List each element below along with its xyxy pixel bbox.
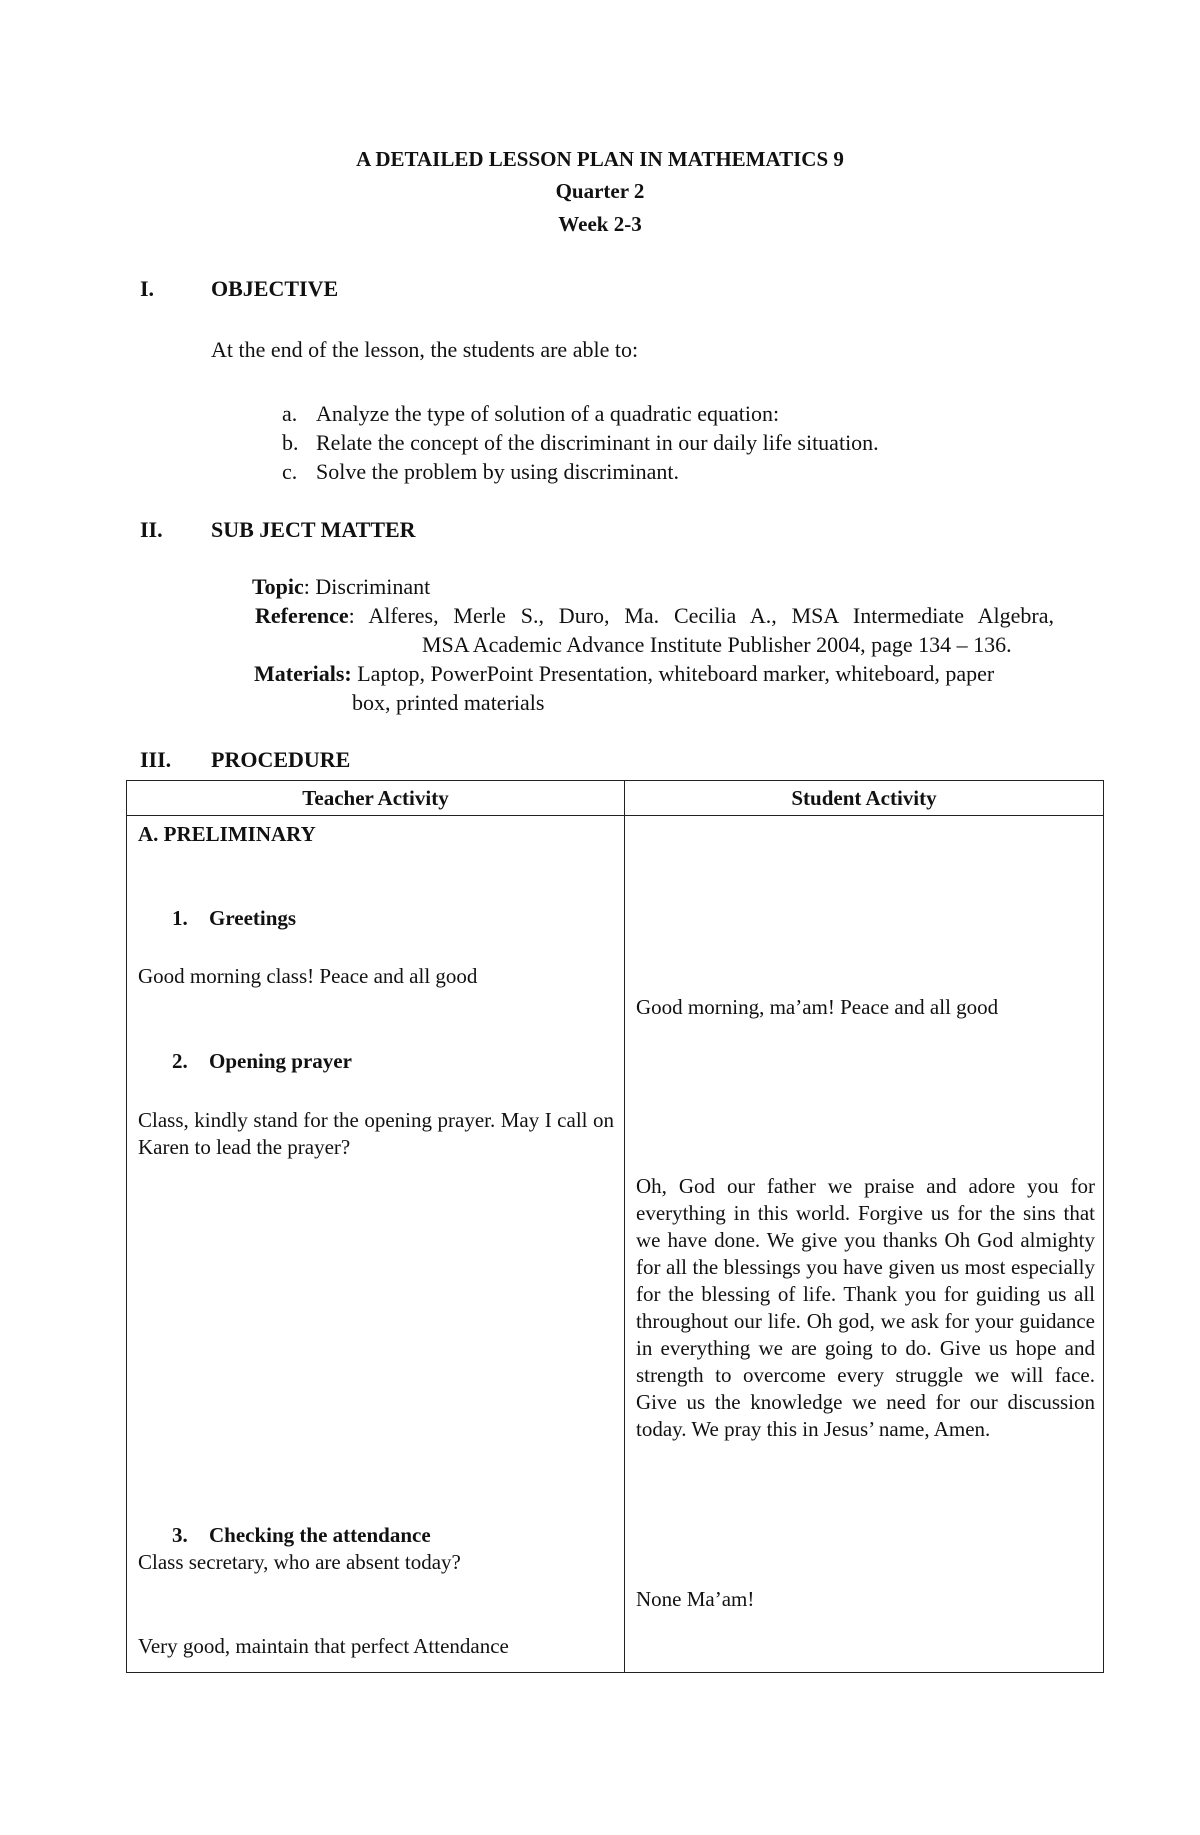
greetings-heading: Greetings — [209, 906, 297, 930]
objective-item: Solve the problem by using discriminant. — [316, 459, 679, 484]
week-label: Week 2-3 — [558, 212, 642, 236]
prayer-student-text: Oh, God our father we praise and adore you for everything in this world. Forgive us for the sins that we have done. We give you thanks Oh God almighty for all the blessings you have given us most especially for the blessing of life. Thank you for guiding us all throughout our life. Oh god, we ask for your guidance in everything we are going to do. Give us hope and strength to overcome every struggle we will face. Give us the knowledge we need for our discussion today. We pray this in Jesus’ name, Amen. — [636, 1174, 1095, 1441]
teacher-activity-cell — [127, 816, 625, 1673]
objective-item-marker: b. — [282, 430, 299, 455]
materials-value: Laptop, PowerPoint Presentation, whiteboard marker, whiteboard, paper — [351, 661, 995, 686]
objective-intro: At the end of the lesson, the students are able to: — [211, 337, 639, 362]
procedure-heading: PROCEDURE — [211, 747, 351, 772]
objective-item: Analyze the type of solution of a quadratic equation: — [316, 401, 780, 426]
greetings-student-text: Good morning, ma’am! Peace and all good — [636, 995, 999, 1019]
greetings-teacher-text: Good morning class! Peace and all good — [138, 964, 478, 988]
reference-label: Reference — [255, 603, 349, 628]
section-preliminary: A. PRELIMINARY — [138, 822, 316, 846]
student-activity-header: Student Activity — [625, 781, 1104, 816]
objective-heading: OBJECTIVE — [211, 276, 339, 301]
topic-value: : Discriminant — [303, 574, 431, 599]
topic-line — [252, 574, 430, 600]
materials-label: Materials: — [254, 661, 352, 686]
subject-matter-heading: SUB JECT MATTER — [211, 517, 416, 542]
objective-item: Relate the concept of the discriminant in our daily life situation. — [316, 430, 879, 455]
materials-line — [254, 661, 994, 687]
document-title: A DETAILED LESSON PLAN IN MATHEMATICS 9 — [356, 147, 844, 171]
teacher-activity-header: Teacher Activity — [127, 781, 625, 816]
objective-item-marker: a. — [282, 401, 298, 426]
reference-value: : Alferes, Merle S., Duro, Ma. Cecilia A., MSA Intermediate Algebra, — [348, 603, 1054, 628]
prayer-heading: Opening prayer — [209, 1049, 352, 1073]
procedure-table — [126, 780, 1104, 1673]
objective-number: I. — [140, 276, 155, 301]
objective-item-marker: c. — [282, 459, 298, 484]
subject-matter-number: II. — [140, 517, 163, 542]
prayer-number: 2. — [172, 1049, 188, 1073]
procedure-number: III. — [140, 747, 172, 772]
greetings-number: 1. — [172, 906, 188, 930]
topic-label: Topic — [252, 574, 304, 599]
attendance-teacher-text: Class secretary, who are absent today? — [138, 1550, 461, 1574]
materials-continuation: box, printed materials — [352, 690, 545, 715]
attendance-student-text: None Ma’am! — [636, 1587, 755, 1611]
prayer-teacher-text: Class, kindly stand for the opening prayer. May I call on Karen to lead the prayer? — [138, 1108, 614, 1159]
reference-line — [255, 603, 1054, 629]
attendance-teacher-followup: Very good, maintain that perfect Attendance — [138, 1634, 509, 1658]
attendance-heading: Checking the attendance — [209, 1523, 431, 1547]
attendance-number: 3. — [172, 1523, 188, 1547]
student-activity-cell — [625, 816, 1104, 1673]
reference-continuation: MSA Academic Advance Institute Publisher 2004, page 134 – 136. — [422, 632, 1012, 657]
quarter-label: Quarter 2 — [555, 179, 645, 203]
